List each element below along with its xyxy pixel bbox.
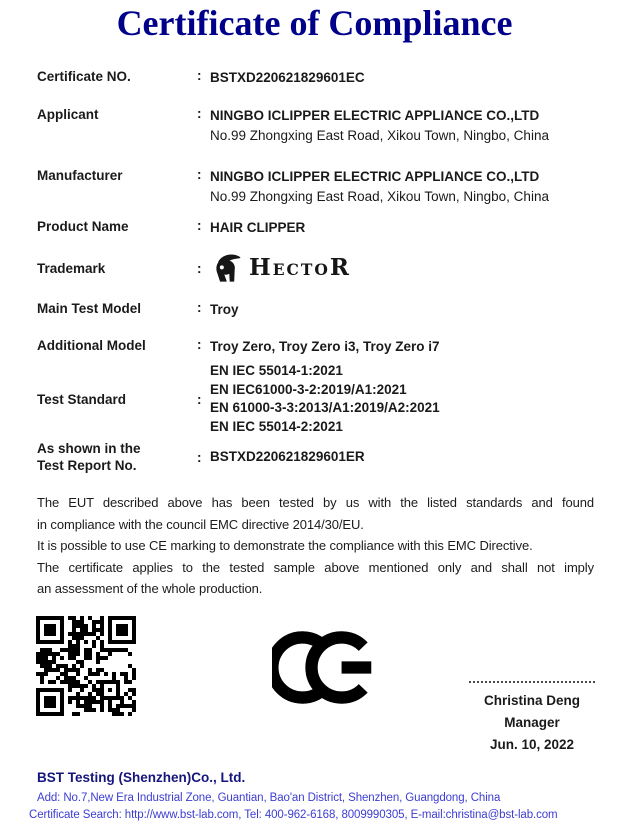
field-colon: : (197, 337, 202, 352)
field-label: Trademark (37, 260, 106, 276)
issuer-contact-line: Certificate Search: http://www.bst-lab.com, Tel: 400-962-6168, 8009990305, E-mail:christina@bst-lab.com (29, 809, 558, 821)
brand-letter: H (249, 254, 273, 281)
additional-models: Troy Zero, Troy Zero i3, Troy Zero i7 (210, 339, 440, 354)
product-name: HAIR CLIPPER (210, 220, 306, 235)
signature-block (448, 681, 616, 756)
brand-letter: R (329, 254, 352, 281)
field-colon: : (197, 68, 202, 83)
field-row-additional-model (37, 337, 603, 357)
test-report-number: BSTXD220621829601ER (210, 449, 365, 464)
field-label: Main Test Model (37, 301, 142, 316)
field-row-applicant (37, 106, 603, 146)
field-label: Manufacturer (37, 168, 123, 183)
page-title: Certificate of Compliance (116, 3, 513, 43)
test-standard-line: EN IEC 55014-2:2021 (210, 418, 343, 434)
field-row-product-name (37, 218, 603, 238)
issuer-address: Add: No.7,New Era Industrial Zone, Guantian, Bao'an District, Shenzhen, Guangdong, China (37, 792, 501, 804)
field-row-test-report (37, 440, 603, 474)
field-label: Certificate NO. (37, 69, 131, 84)
test-standard-line: EN 61000-3-3:2013/A1:2019/A2:2021 (210, 400, 440, 415)
signature-date: Jun. 10, 2022 (489, 737, 575, 752)
field-label: Product Name (37, 219, 129, 234)
field-label: Applicant (37, 107, 99, 122)
field-colon: : (197, 218, 202, 233)
field-row-main-test-model (37, 300, 603, 320)
brand-wordmark (249, 256, 351, 280)
spartan-helmet-icon (210, 253, 242, 283)
field-row-manufacturer (37, 167, 603, 207)
field-label: Additional Model (37, 338, 146, 353)
statement-line: The certificate applies to the tested sample above mentioned only and shall not imply (37, 559, 594, 575)
field-colon: : (197, 106, 202, 121)
field-row-test-standard (37, 362, 603, 436)
test-standard-line: EN IEC 55014-1:2021 (210, 363, 343, 378)
issuer-footer (29, 770, 613, 826)
main-test-model: Troy (210, 302, 239, 317)
ce-marking-icon (272, 631, 372, 704)
manufacturer-value (210, 167, 549, 207)
field-label: Test Standard (37, 391, 127, 407)
field-label-line: As shown in the (37, 441, 141, 456)
field-label-line: Test Report No. (37, 458, 137, 473)
manufacturer-address: No.99 Zhongxing East Road, Xikou Town, Ningbo, China (210, 189, 549, 204)
statement-line: It is possible to use CE marking to demonstrate the compliance with this EMC Directive. (37, 538, 533, 553)
statement-line: in compliance with the council EMC directive 2014/30/EU. (37, 516, 364, 532)
issuer-company-name: BST Testing (Shenzhen)Co., Ltd. (37, 770, 246, 785)
field-colon: : (197, 300, 202, 315)
statement-line: The EUT described above has been tested by us with the listed standards and found (37, 495, 594, 510)
field-colon: : (197, 260, 202, 276)
field-label (37, 440, 197, 474)
applicant-company: NINGBO ICLIPPER ELECTRIC APPLIANCE CO.,LTD (210, 108, 540, 123)
field-row-certificate-no (37, 68, 603, 88)
field-colon: : (197, 391, 202, 407)
certificate-number: BSTXD220621829601EC (210, 70, 365, 85)
applicant-address: No.99 Zhongxing East Road, Xikou Town, Ningbo, China (210, 128, 549, 143)
applicant-value (210, 106, 549, 146)
signature-dotted-line (469, 681, 595, 683)
field-colon: : (197, 167, 202, 182)
trademark-logo (210, 253, 351, 283)
test-standard-list (210, 362, 440, 436)
signatory-role: Manager (504, 715, 560, 730)
field-row-trademark (37, 248, 603, 288)
compliance-statement (37, 492, 594, 600)
manufacturer-company: NINGBO ICLIPPER ELECTRIC APPLIANCE CO.,LTD (210, 169, 540, 184)
field-colon: : (197, 449, 202, 465)
brand-letters: ECTO (272, 260, 330, 279)
statement-line: an assessment of the whole production. (37, 581, 263, 596)
signatory-name: Christina Deng (483, 693, 580, 708)
qr-code (36, 616, 136, 716)
test-standard-line: EN IEC61000-3-2:2019/A1:2021 (210, 381, 407, 397)
